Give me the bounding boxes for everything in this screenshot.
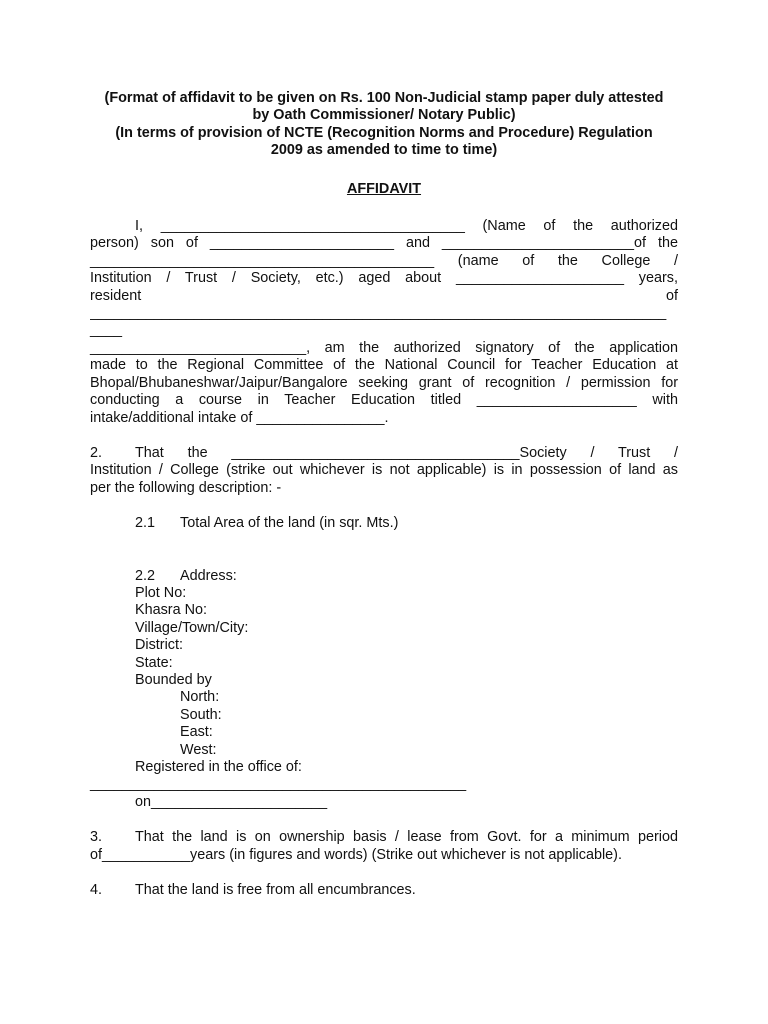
paragraph-4 <box>90 882 678 899</box>
bounded-by-label: Bounded by <box>135 671 212 688</box>
para3-line-1 <box>90 829 678 846</box>
document-title: AFFIDAVIT <box>346 180 422 197</box>
para1-line-6: ________________________________________________________________________ <box>90 305 667 322</box>
para2-line-1 <box>90 445 678 462</box>
affidavit-page <box>90 90 678 899</box>
item-2-2 <box>90 568 678 812</box>
item-2-1 <box>90 515 678 532</box>
resident-label: resident <box>90 287 142 304</box>
para1-line-3: ___________________________________________ (name of the College / <box>90 252 678 269</box>
header-line-3: (In terms of provision of NCTE (Recognition Norms and Procedure) Regulation <box>115 124 653 141</box>
west-label: West: <box>180 741 217 758</box>
para3-line-2: of___________years (in figures and words) (Strike out whichever is not applicable). <box>90 846 622 863</box>
paragraph-2 <box>90 445 678 497</box>
plot-no-label: Plot No: <box>135 584 187 601</box>
para1-line-11: conducting a course in Teacher Education titled ____________________ with <box>90 392 678 409</box>
north-label: North: <box>180 689 220 706</box>
para1-line-2: person) son of _______________________ and ________________________of the <box>90 235 678 252</box>
item-2-1-text: Total Area of the land (in sqr. Mts.) <box>180 515 399 532</box>
para1-line-8: ___________________________, am the authorized signatory of the application <box>90 339 678 356</box>
paragraph-3 <box>90 829 678 864</box>
para1-line-12: intake/additional intake of ________________. <box>90 409 389 426</box>
para3-number: 3. <box>90 829 103 846</box>
item-2-1-number: 2.1 <box>135 515 156 532</box>
header-line-2: by Oath Commissioner/ Notary Public) <box>252 107 516 124</box>
registered-on-blank: on______________________ <box>135 793 328 810</box>
south-label: South: <box>180 706 222 723</box>
item-2-2-number: 2.2 <box>135 567 156 584</box>
para1-line-9: made to the Regional Committee of the National Council for Teacher Education at <box>90 357 678 374</box>
para4-text: That the land is free from all encumbrances. <box>135 882 416 899</box>
header-line-1: (Format of affidavit to be given on Rs. 100 Non-Judicial stamp paper duly attested <box>104 90 664 106</box>
paragraph-1 <box>90 218 678 427</box>
para3-line-1-text: That the land is on ownership basis / lease from Govt. for a minimum period <box>135 829 678 846</box>
para1-line-4: Institution / Trust / Society, etc.) aged about _____________________ years, <box>90 270 678 287</box>
registered-office-blank: _______________________________________________ <box>90 776 467 793</box>
state-label: State: <box>135 654 173 671</box>
para1-line-10: Bhopal/Bhubaneshwar/Jaipur/Bangalore seeking grant of recognition / permission for <box>90 374 678 391</box>
para2-line-3: per the following description: - <box>90 479 282 496</box>
para2-line-1-text: That the ____________________________________Society / Trust / <box>135 444 678 461</box>
address-label: Address: <box>180 567 237 584</box>
para4-number: 4. <box>90 882 103 899</box>
para1-line-1: I, ______________________________________ (Name of the authorized <box>135 218 678 235</box>
para1-line-7: ____ <box>90 322 123 339</box>
format-header <box>90 90 678 160</box>
khasra-no-label: Khasra No: <box>135 602 207 619</box>
para2-line-2: Institution / College (strike out whichever is not applicable) is in possession of land as <box>90 462 678 479</box>
header-line-4: 2009 as amended to time to time) <box>270 142 498 159</box>
para2-number: 2. <box>90 444 103 461</box>
para1-line-5 <box>90 288 678 305</box>
of-label: of <box>665 287 678 304</box>
east-label: East: <box>180 724 213 741</box>
address-heading <box>90 568 678 585</box>
district-label: District: <box>135 637 183 654</box>
registered-office-label: Registered in the office of: <box>135 759 302 775</box>
village-label: Village/Town/City: <box>135 619 249 636</box>
